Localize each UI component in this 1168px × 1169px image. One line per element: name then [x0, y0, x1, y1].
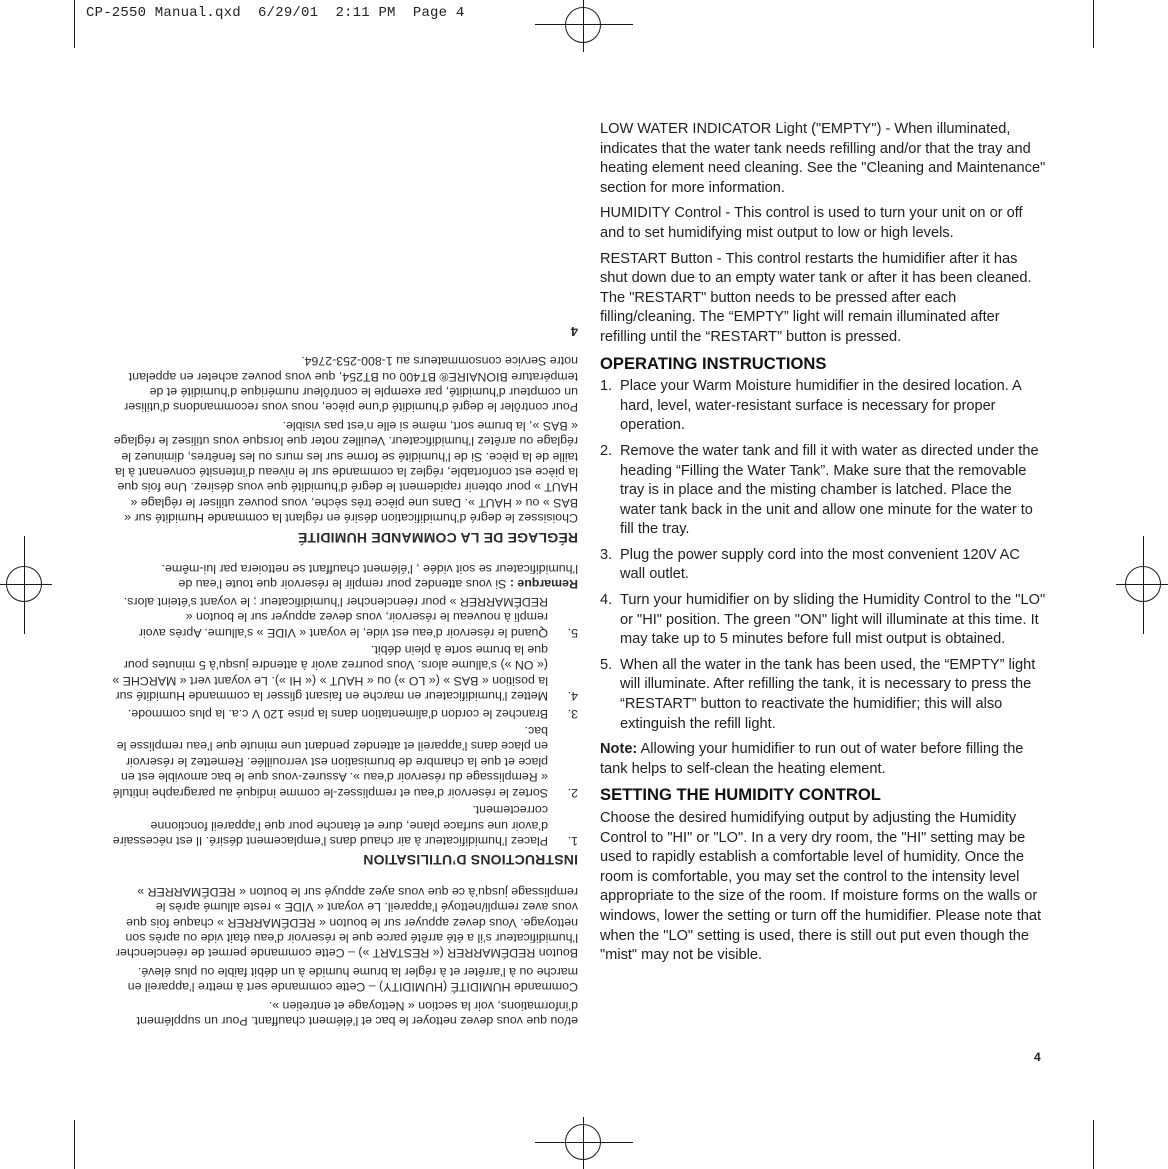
- step-text: Turn your humidifier on by sliding the Humidity Control to the "LO" or "HI" position. The green "ON" light will illuminate at this time. It may take up to 5 minutes before full mist output is obtained.: [620, 592, 1046, 648]
- english-column: [600, 120, 1048, 972]
- humidity-control-heading: SETTING THE HUMIDITY CONTROL: [600, 785, 881, 805]
- french-intro-3: Bouton REDÉMARRER (« RESTART ») – Cette commande permet de réenclencher l’humidificateur s’il a été arrêté parce que le réservoir d’eau était vide ou après son nettoyage. Vous devez appuyer sur le bouton « REDÉMARRER » chaque fois que vous avez rempli/nettoyé l’appareil. Le voyant « VIDE » reste allumé après le remplissage jusqu’à ce que vous ayez appuyé sur le bouton « REDÉMARRER »: [115, 884, 578, 961]
- step-text: Remove the water tank and fill it with water as directed under the heading “Filling the Water Tank”. Make sure that the removable tray is in place and the misting chamber is latched. Place the water tank back in the unit and allow one minute for the water to fill the tray.: [620, 442, 1039, 538]
- step-number: 2.: [567, 785, 578, 800]
- step-number: 3.: [567, 706, 578, 721]
- crop-mark-bottom-right: [1093, 1120, 1094, 1169]
- step-text: Sortez le réservoir d’eau et remplissez-le comme indiqué au paragraphe intitulé « Remplissage du réservoir d’eau ». Assurez-vous que le bac amovible est en place et que la chambre de brumisation est verrouillée. Remettez le réservoir en place dans l’appareil et attendez pendant une minute que l’eau remplisse le bac.: [112, 724, 548, 800]
- note-label: Note:: [600, 741, 638, 758]
- step-number: 3.: [600, 546, 613, 563]
- french-column: [110, 98, 578, 1028]
- list-item: [600, 591, 1048, 650]
- list-item: [600, 546, 1048, 585]
- french-humidity-text-1: Choisissez le degré d’humidification désiré en réglant la commande Humidité sur « BAS » ou « HAUT ». Dans une pièce très sèche, vous pouvez utiliser le réglage « HAUT » pour obtenir rapidement le degré d’humidité que vous désirez. Une fois que la pièce est confortable, réglez la commande sur le niveau d’intensité convenant à la taille de la pièce. Si de l’humidité se forme sur les murs ou les fenêtres, diminuez le réglage ou arrêtez l’humidificateur. Veuillez noter que lorsque vous utilisez le réglage « BAS », la brume sort, même si elle n’est pas visible.: [113, 418, 578, 526]
- step-number: 5.: [600, 656, 613, 673]
- french-page-number: 4: [570, 323, 578, 339]
- restart-button-text: RESTART Button - This control restarts the humidifier after it has shut down due to an empty water tank or after it has been cleaned. The "RESTART" button needs to be pressed after each filling/cleaning. The “EMPTY” light will remain illuminated after refilling until the “RESTART” button is pressed.: [600, 250, 1032, 345]
- step-text: Place your Warm Moisture humidifier in the desired location. A hard, level, water-resistant surface is necessary for proper operation.: [620, 378, 1021, 434]
- crop-mark-bottom-left: [74, 1120, 75, 1169]
- french-note: [110, 561, 578, 592]
- list-item: [600, 442, 1048, 540]
- list-item: [110, 593, 578, 639]
- step-number: 4.: [567, 689, 578, 704]
- french-humidity-heading: RÉGLAGE DE LA COMMANDE HUMIDITÉ: [297, 529, 578, 546]
- step-number: 2.: [600, 442, 613, 459]
- step-number: 1.: [567, 833, 578, 848]
- crop-mark-top-right: [1093, 0, 1094, 48]
- step-number: 5.: [567, 625, 578, 640]
- crop-mark-top-left: [74, 0, 75, 48]
- step-text: Plug the power supply cord into the most convenient 120V AC wall outlet.: [620, 546, 1020, 583]
- step-text: Branchez le cordon d’alimentation dans la prise 120 V c.a. la plus commode.: [127, 706, 548, 721]
- french-note-text: Si vous attendez pour remplir le réservoir que toute l’eau de l’humidificateur se soit vidée , l’élément chauffant se nettoiera par lui-même.: [161, 562, 578, 592]
- french-intro-2: Commande HUMIDITÉ (HUMIDITY) – Cette commande sert à mettre l’appareil en marche ou à l’arrêter et à régler la brume humide à un débit faible ou plus élevé.: [127, 964, 578, 995]
- operating-instructions-heading: OPERATING INSTRUCTIONS: [600, 353, 827, 373]
- list-item: [600, 377, 1048, 436]
- step-text: Mettez l’humidificateur en marche en faisant glisser la commande Humidité sur la position « BAS » (« LO ») ou « HAUT » (« HI »). Le voyant vert « MARCHE » (« ON ») s’allume alors. Vous pourrez avoir à attendre jusqu’à 5 minutes pour que la brume sorte à plein débit.: [112, 643, 548, 704]
- step-text: Placez l’humidificateur à air chaud dans l’emplacement désiré. Il est nécessaire d’avoir une surface plane, dure et étanche pour que l’appareil fonctionne correctement.: [112, 803, 548, 848]
- page-number: 4: [1034, 1050, 1041, 1064]
- french-steps-list: [110, 593, 578, 848]
- french-note-label: Remarque :: [509, 577, 578, 592]
- operating-steps-list: [600, 377, 1048, 734]
- french-intro-1: et/ou que vous devez nettoyer le bac et l’élément chauffant. Pour un supplément d’informations, voir la section « Nettoyage et entretien ».: [136, 998, 578, 1028]
- french-operating-heading: INSTRUCTIONS D’UTILISATION: [363, 852, 578, 869]
- list-item: [600, 656, 1048, 734]
- step-text: Quand le réservoir d’eau est vide, le voyant « VIDE » s’allume. Après avoir rempli à nouveau le réservoir, vous devez appuyer sur le bouton « REDÉMARRER » pour réenclencher l’humidificateur ; le voyant s’éteint alors.: [123, 594, 548, 640]
- list-item: [110, 705, 578, 720]
- low-water-indicator-text: LOW WATER INDICATOR Light ("EMPTY") - When illuminated, indicates that the water tank needs refilling and/or that the tray and heating element need cleaning. See the "Cleaning and Maintenance" section for more information.: [600, 121, 1046, 196]
- humidity-control-instructions: Choose the desired humidifying output by adjusting the Humidity Control to "HI" or "LO". In a very dry room, the "HI" setting may be used to rapidly establish a comfortable level of humidity. Once the room is comfortable, you may set the control to the intensity level appropriate to the size of the room. If moisture forms on the walls or windows, lower the setting or turn off the humidifier. Please note that when the "LO" setting is used, there is still out put even though the "mist" may not be visible.: [600, 810, 1042, 964]
- french-humidity-text-2: Pour contrôler le degré d’humidité d’une pièce, nous vous recommandons d’utiliser un compteur d’humidité, par exemple le contrôleur numérique d’humidité et de température BIONAIRE® BT400 ou BT254, que vous pouvez acheter en appelant notre Service consommateurs au 1-800-253-2764.: [124, 354, 578, 415]
- slug-line: CP-2550 Manual.qxd 6/29/01 2:11 PM Page 4: [86, 5, 465, 21]
- list-item: [110, 802, 578, 848]
- note-text: Allowing your humidifier to run out of water before filling the tank helps to self-clean the heating element.: [600, 741, 1024, 777]
- step-number: 4.: [600, 592, 613, 609]
- humidity-control-text: HUMIDITY Control - This control is used to turn your unit on or off and to set humidifying mist output to low or high levels.: [600, 205, 1023, 241]
- list-item: [110, 723, 578, 800]
- step-number: 1.: [600, 378, 613, 395]
- step-text: When all the water in the tank has been used, the “EMPTY” light will illuminate. After refilling the tank, it is necessary to press the “RESTART” button to reactivate the humidifier; this will also extinguish the refill light.: [620, 656, 1036, 732]
- list-item: [110, 642, 578, 704]
- note-paragraph: [600, 740, 1048, 779]
